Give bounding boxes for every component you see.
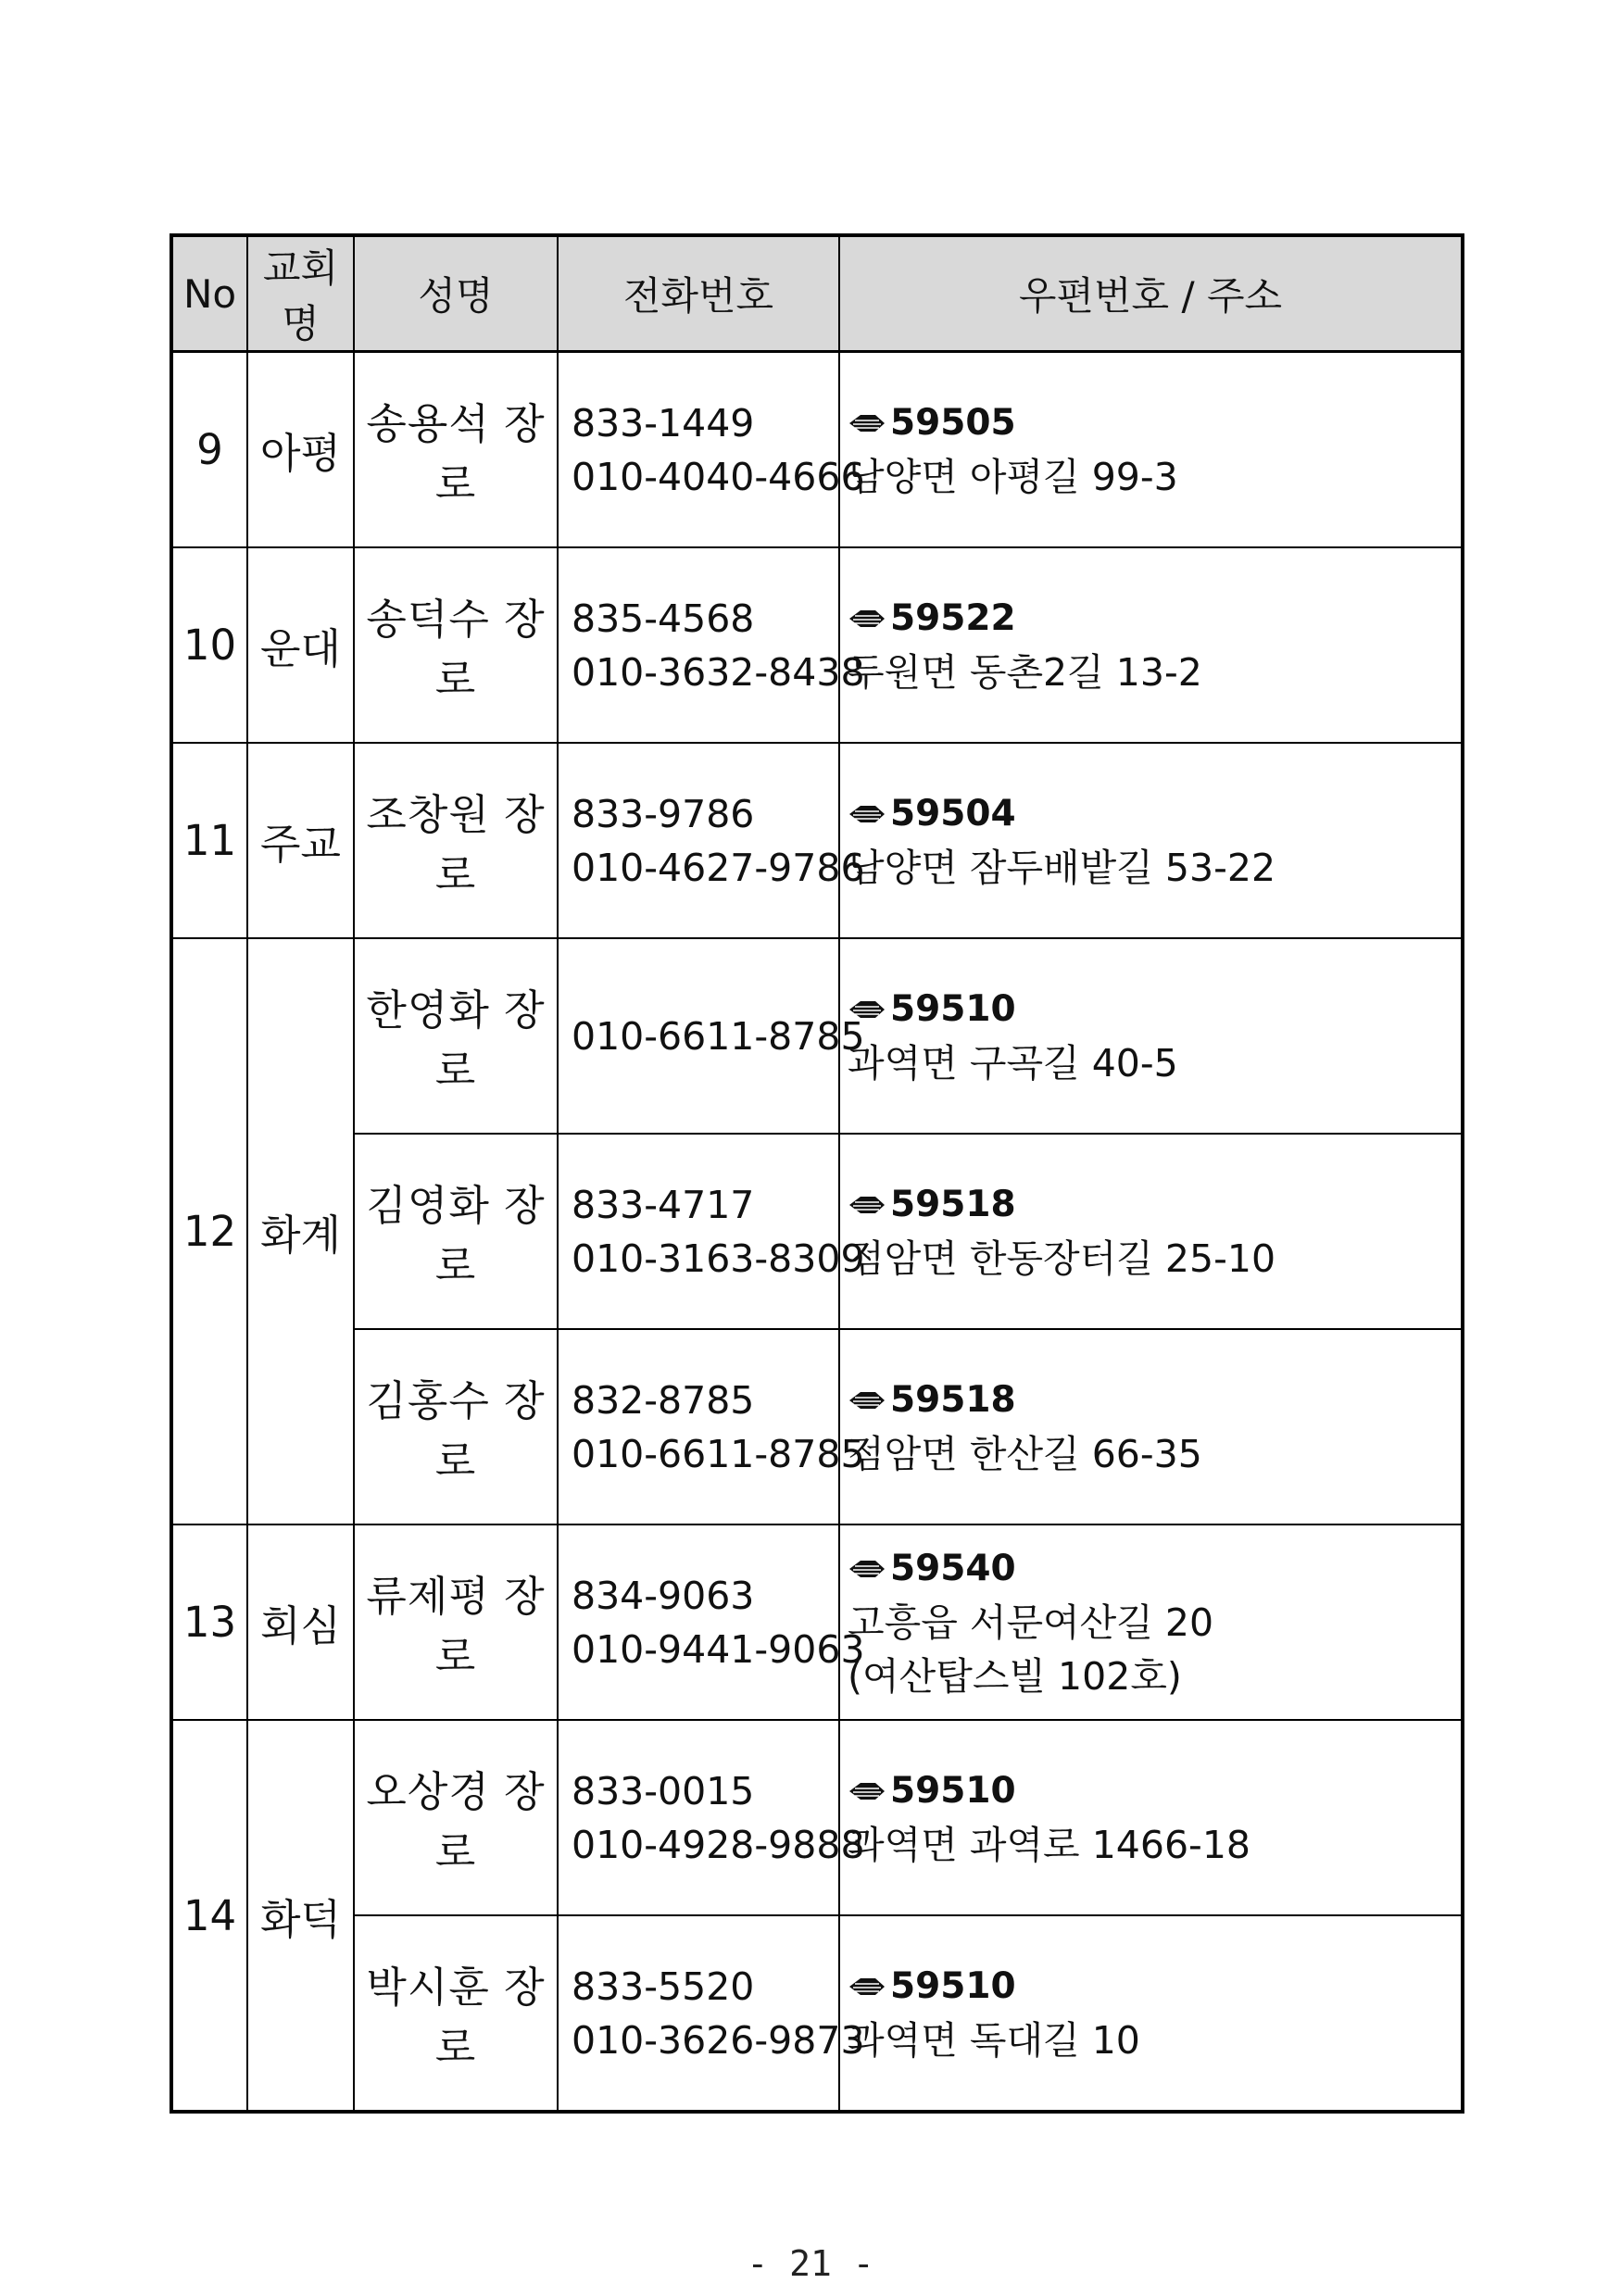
header-address: 우편번호 / 주소 [839, 235, 1463, 352]
header-church: 교회명 [247, 235, 354, 352]
cell-church-name: 화계 [247, 938, 354, 1524]
postal-mark-icon [848, 1194, 886, 1216]
postal-code [848, 1374, 1461, 1427]
postal-mark-icon [848, 803, 886, 825]
header-phone: 전화번호 [558, 235, 839, 352]
phone-number: 832-8785 [572, 1377, 755, 1423]
cell-person-name: 박시훈 장로 [354, 1915, 558, 2112]
phone-number: 010-3632-8438 [572, 649, 865, 695]
cell-church-name: 운대 [247, 547, 354, 743]
cell-address [839, 1524, 1463, 1720]
postal-code-value: 59510 [890, 1964, 1016, 2007]
table-row [171, 1524, 1463, 1720]
cell-address [839, 352, 1463, 548]
cell-address [839, 1720, 1463, 1915]
cell-phone [558, 1720, 865, 1915]
cell-phone [558, 547, 865, 743]
cell-person-name: 조창원 장로 [354, 743, 558, 938]
address-line: 과역면 과역로 1466-18 [848, 1822, 1251, 1867]
address-line: 과역면 독대길 10 [848, 2017, 1140, 2063]
phone-number: 834-9063 [572, 1573, 755, 1618]
cell-person-name: 송덕수 장로 [354, 547, 558, 743]
header-no: No [171, 235, 247, 352]
postal-code [848, 1764, 1461, 1818]
address-line: 점암면 한산길 66-35 [848, 1431, 1202, 1476]
cell-address [839, 547, 1463, 743]
cell-phone [558, 1915, 865, 2112]
cell-no: 12 [171, 938, 247, 1524]
postal-mark-icon [848, 1389, 886, 1411]
phone-number: 833-1449 [572, 400, 755, 445]
address-line: 과역면 구곡길 40-5 [848, 1040, 1178, 1085]
page-number: - 21 - [747, 2243, 874, 2284]
postal-mark-icon [848, 1558, 886, 1580]
table-row [171, 1134, 1463, 1329]
phone-number: 010-4928-9888 [572, 1822, 865, 1867]
address-line: (여산탑스빌 102호) [848, 1653, 1182, 1699]
cell-no: 14 [171, 1720, 247, 2112]
table-row [171, 938, 1463, 1134]
table-row [171, 743, 1463, 938]
cell-phone [558, 938, 865, 1134]
cell-address [839, 743, 1463, 938]
address-line: 남양면 잠두배밭길 53-22 [848, 845, 1276, 890]
address-line: 두원면 동촌2길 13-2 [848, 649, 1202, 695]
postal-code-value: 59510 [890, 1769, 1016, 1812]
cell-person-name: 송용석 장로 [354, 352, 558, 548]
cell-person-name: 오상경 장로 [354, 1720, 558, 1915]
postal-code [848, 787, 1461, 841]
phone-number: 833-9786 [572, 791, 755, 836]
postal-code [848, 1178, 1461, 1232]
table-header [171, 235, 1463, 352]
phone-number: 010-3626-9873 [572, 2017, 865, 2063]
cell-person-name: 김영화 장로 [354, 1134, 558, 1329]
address-line: 고흥읍 서문여산길 20 [848, 1600, 1214, 1645]
cell-address [839, 1134, 1463, 1329]
postal-mark-icon [848, 998, 886, 1021]
postal-code [848, 1960, 1461, 2014]
postal-code-value: 59510 [890, 987, 1016, 1030]
cell-church-name: 아평 [247, 352, 354, 548]
cell-phone [558, 352, 865, 548]
header-name: 성명 [354, 235, 558, 352]
postal-mark-icon [848, 1780, 886, 1802]
cell-phone [558, 1134, 865, 1329]
phone-number: 010-4040-4666 [572, 454, 865, 499]
cell-address [839, 938, 1463, 1134]
postal-code [848, 396, 1461, 450]
postal-code [848, 1542, 1461, 1596]
postal-code [848, 592, 1461, 646]
table-row [171, 1915, 1463, 2112]
phone-number: 010-6611-8785 [572, 1431, 865, 1476]
phone-number: 833-0015 [572, 1768, 755, 1813]
postal-mark-icon [848, 608, 886, 630]
address-line: 점암면 한동장터길 25-10 [848, 1236, 1276, 1281]
postal-code-value: 59505 [890, 401, 1016, 444]
cell-phone [558, 1524, 865, 1720]
cell-person-name: 류제평 장로 [354, 1524, 558, 1720]
cell-phone [558, 1329, 865, 1524]
cell-address [839, 1915, 1463, 2112]
postal-code-value: 59518 [890, 1183, 1016, 1225]
phone-number: 010-4627-9786 [572, 845, 865, 890]
cell-phone [558, 743, 865, 938]
cell-church-name: 주교 [247, 743, 354, 938]
table-body [171, 352, 1463, 2113]
cell-no: 13 [171, 1524, 247, 1720]
cell-church-name: 회심 [247, 1524, 354, 1720]
phone-number: 010-9441-9063 [572, 1626, 865, 1672]
cell-person-name: 김홍수 장로 [354, 1329, 558, 1524]
phone-number: 010-6611-8785 [572, 1013, 865, 1059]
phone-number: 833-5520 [572, 1964, 755, 2009]
phone-number: 833-4717 [572, 1182, 755, 1227]
cell-no: 10 [171, 547, 247, 743]
phone-number: 010-3163-8309 [572, 1236, 865, 1281]
header-row [171, 235, 1463, 352]
cell-no: 9 [171, 352, 247, 548]
postal-code-value: 59522 [890, 596, 1016, 639]
church-elder-directory-table [170, 233, 1464, 2114]
table-row [171, 1720, 1463, 1915]
postal-mark-icon [848, 412, 886, 434]
phone-number: 835-4568 [572, 596, 755, 641]
postal-mark-icon [848, 1976, 886, 1998]
cell-address [839, 1329, 1463, 1524]
postal-code-value: 59504 [890, 792, 1016, 834]
postal-code [848, 983, 1461, 1036]
cell-person-name: 한영화 장로 [354, 938, 558, 1134]
table-row [171, 352, 1463, 548]
cell-church-name: 화덕 [247, 1720, 354, 2112]
cell-no: 11 [171, 743, 247, 938]
address-line: 남양면 아평길 99-3 [848, 454, 1178, 499]
postal-code-value: 59540 [890, 1547, 1016, 1589]
table-row [171, 547, 1463, 743]
postal-code-value: 59518 [890, 1378, 1016, 1421]
table-row [171, 1329, 1463, 1524]
